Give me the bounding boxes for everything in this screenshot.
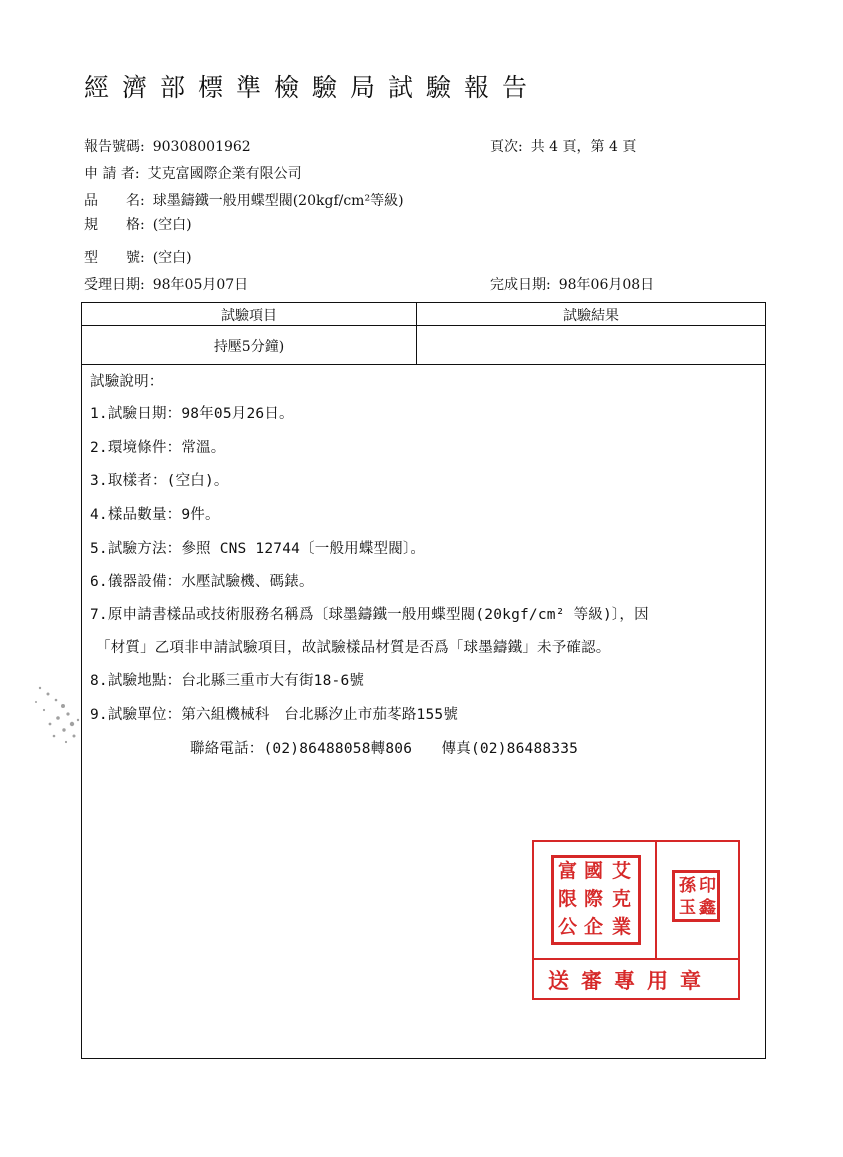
notes-heading: 試驗說明： (90, 374, 164, 390)
applicant-row (84, 163, 302, 183)
model-row (84, 247, 192, 267)
page-label: 頁次: (490, 139, 523, 155)
note-item: 5.試驗方法：參照 CNS 12744〔一般用蝶型閥〕。 (90, 541, 426, 557)
stamp-label: 送審專用章 (548, 968, 713, 993)
row-test-item: 持壓5分鐘) (213, 339, 285, 355)
table-divider (82, 364, 765, 365)
applicant-label: 申 請 者: (84, 166, 140, 182)
spec-label: 規 格: (84, 217, 145, 233)
report-number-row (84, 136, 251, 156)
report-number-label: 報告號碼: (84, 139, 145, 155)
note-item: 1.試驗日期：98年05月26日。 (90, 406, 294, 422)
note-item: 9.試驗單位：第六組機械科 台北縣汐止市茄苳路155號 (90, 707, 459, 723)
complete-date-label: 完成日期: (490, 277, 551, 293)
note-item: 8.試驗地點：台北縣三重市大有街18-6號 (90, 673, 365, 689)
complete-date-row (490, 274, 654, 294)
accept-date-value: 98年05月07日 (152, 277, 249, 293)
model-value: (空白) (152, 250, 192, 266)
model-label: 型 號: (84, 250, 145, 266)
report-title: 經濟部標準檢驗局試驗報告 (84, 73, 541, 102)
accept-date-label: 受理日期: (84, 277, 145, 293)
header-test-item: 試驗項目 (221, 308, 277, 324)
header-test-result: 試驗結果 (563, 308, 619, 324)
note-item: 4.樣品數量：9件。 (90, 507, 220, 523)
spec-row (84, 214, 192, 234)
note-item-continuation: 「材質」乙項非申請試驗項目，故試驗樣品材質是否爲「球墨鑄鐵」未予確認。 (96, 640, 611, 656)
scan-smudge (28, 680, 90, 748)
note-item: 7.原申請書樣品或技術服務名稱爲〔球墨鑄鐵一般用蝶型閥(20kgf/cm² 等級)〕，因 (90, 607, 649, 623)
note-item: 3.取樣者：(空白)。 (90, 473, 229, 489)
accept-date-row (84, 274, 248, 294)
product-value: 球墨鑄鐵一般用蝶型閥(20kgf/cm²等級) (152, 193, 404, 209)
note-item: 6.儀器設備：水壓試驗機、碼錶。 (90, 574, 314, 590)
stamp-divider (655, 842, 657, 959)
page-row (490, 136, 636, 156)
report-number: 90308001962 (152, 139, 251, 155)
product-label: 品 名: (84, 193, 145, 209)
stamp-divider (534, 958, 738, 960)
complete-date-value: 98年06月08日 (558, 277, 655, 293)
product-row (84, 190, 404, 210)
table-divider (82, 325, 765, 326)
personal-seal: 孫 印 玉 鑫 (672, 870, 720, 922)
applicant-value: 艾克富國際企業有限公司 (147, 166, 302, 182)
company-seal: 富 國 艾 限 際 克 公 企 業 (551, 855, 641, 945)
note-contact: 聯絡電話：(02)86488058轉806 傳真(02)86488335 (190, 741, 579, 757)
note-item: 2.環境條件：常溫。 (90, 440, 226, 456)
spec-value: (空白) (152, 217, 192, 233)
page-value: 共 4 頁，第 4 頁 (530, 139, 637, 155)
